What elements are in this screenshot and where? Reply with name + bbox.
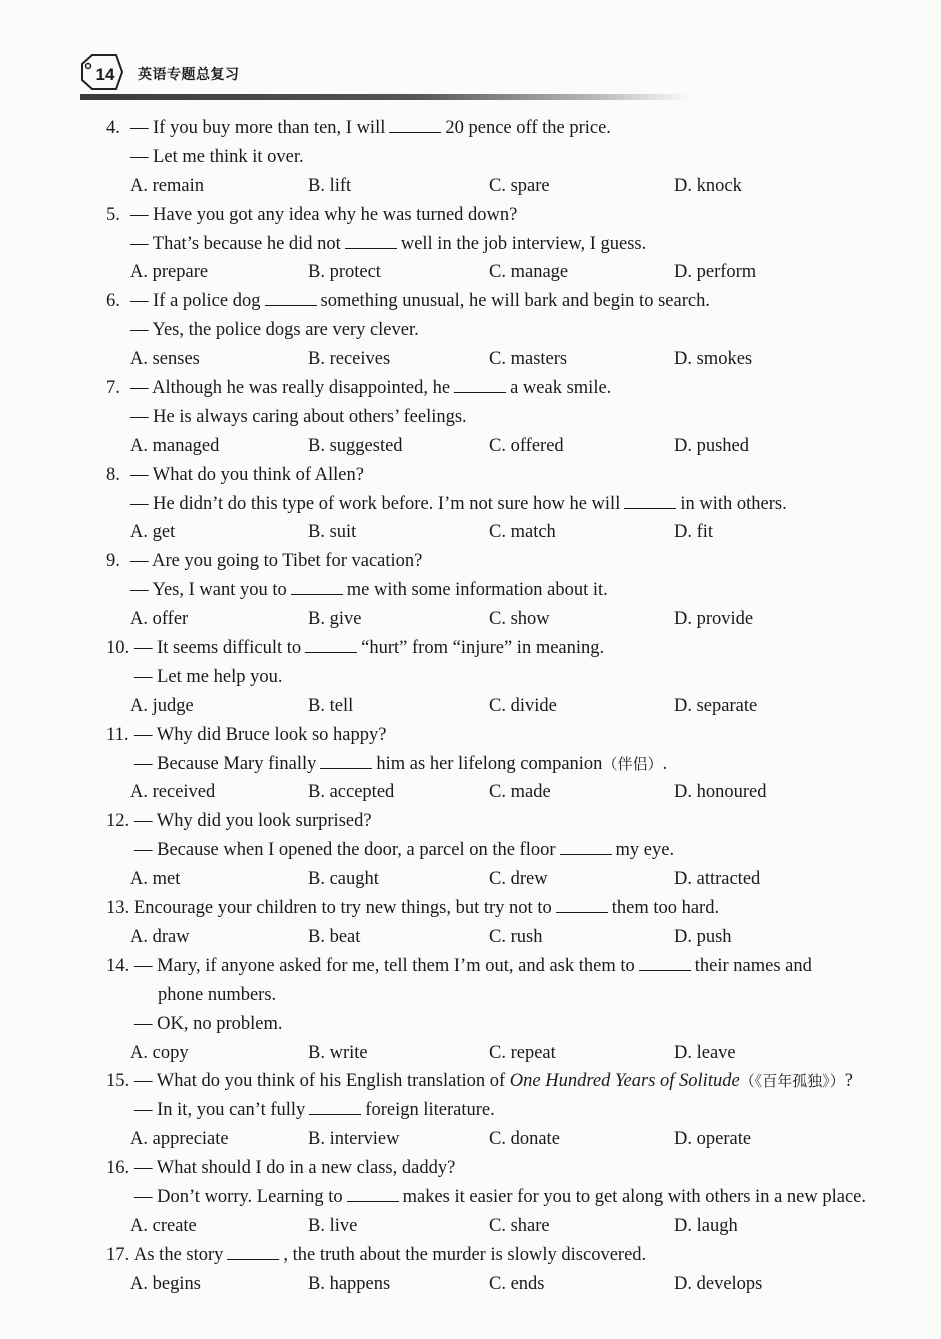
answer-blank	[320, 752, 372, 769]
question-number: 4.	[106, 118, 120, 138]
text-segment: my eye.	[615, 840, 675, 861]
question-number: 14.	[106, 955, 130, 976]
option-d: D. push	[674, 926, 732, 947]
option-d: D. develops	[674, 1273, 763, 1294]
option-a: A. offer	[130, 609, 189, 630]
option-a: A. managed	[130, 435, 220, 456]
option-a: A. received	[130, 782, 216, 803]
option-d: D. fit	[674, 522, 714, 543]
question-item	[106, 721, 846, 808]
question-number: 15.	[106, 1071, 130, 1092]
question-text	[130, 576, 608, 605]
option-b: B. protect	[308, 262, 381, 283]
text-segment: foreign literature.	[365, 1100, 495, 1121]
text-segment: — It seems difficult to	[134, 638, 302, 659]
text-segment: phone numbers.	[158, 984, 277, 1005]
header-rule	[80, 94, 690, 100]
question-item	[106, 374, 846, 461]
question-text	[130, 316, 419, 345]
option-b: B. beat	[308, 926, 361, 947]
question-text	[134, 1154, 455, 1183]
book-title-italic: One Hundred Years of Solitude	[509, 1071, 740, 1092]
options-row	[106, 1039, 846, 1068]
question-line	[106, 1010, 846, 1039]
answer-blank	[624, 492, 676, 509]
options-row	[106, 605, 846, 634]
option-c: C. donate	[489, 1129, 560, 1150]
answer-blank	[560, 838, 612, 855]
text-segment: , the truth about the murder is slowly discovered.	[283, 1244, 647, 1265]
option-a: A. met	[130, 869, 181, 890]
option-c: C. ends	[489, 1273, 545, 1294]
question-text	[134, 634, 604, 663]
question-item	[106, 634, 846, 721]
option-c: C. show	[489, 609, 550, 630]
option-c: C. rush	[489, 926, 543, 947]
options-row	[106, 172, 846, 201]
option-d: D. laugh	[674, 1215, 738, 1236]
option-a: A. prepare	[130, 262, 209, 283]
text-segment: — If you buy more than ten, I will	[130, 118, 386, 138]
question-text	[134, 952, 812, 981]
option-a: A. appreciate	[130, 1129, 229, 1150]
text-segment: — Why did Bruce look so happy?	[134, 724, 387, 745]
question-line	[106, 547, 846, 576]
option-a: A. senses	[130, 349, 200, 370]
option-b: B. write	[308, 1042, 368, 1063]
options-row	[106, 1212, 846, 1241]
option-b: B. give	[308, 609, 362, 630]
question-line	[106, 807, 846, 836]
question-line	[106, 1096, 846, 1125]
book-title: 英语专题总复习	[138, 67, 240, 83]
question-number: 6.	[106, 291, 120, 312]
question-number: 9.	[106, 551, 120, 572]
text-segment: him as her lifelong companion	[376, 753, 603, 774]
option-d: D. pushed	[674, 435, 750, 456]
answer-blank	[454, 376, 506, 393]
text-segment: — Let me think it over.	[130, 146, 304, 167]
option-a: A. create	[130, 1215, 197, 1236]
question-text	[134, 836, 674, 865]
question-text	[130, 201, 517, 230]
question-text	[130, 461, 364, 490]
option-c: C. match	[489, 522, 556, 543]
question-line	[106, 1183, 866, 1212]
option-b: B. suit	[308, 522, 357, 543]
text-segment: a weak smile.	[510, 378, 612, 399]
question-line	[106, 143, 846, 172]
question-item	[106, 287, 846, 374]
question-number: 8.	[106, 464, 120, 485]
option-b: B. tell	[308, 695, 354, 716]
question-number: 12.	[106, 811, 130, 832]
option-c: C. spare	[489, 175, 550, 196]
answer-blank	[309, 1098, 361, 1115]
chinese-gloss: （《百年孤独》）	[739, 1072, 845, 1091]
question-line	[106, 461, 846, 490]
option-c: C. divide	[489, 695, 557, 716]
option-a: A. begins	[130, 1273, 201, 1294]
text-segment: — He is always caring about others’ feelings.	[130, 406, 467, 427]
question-line	[106, 490, 846, 519]
option-d: D. operate	[674, 1129, 752, 1150]
question-line	[106, 374, 846, 403]
question-text	[130, 547, 422, 576]
question-item	[106, 952, 846, 1068]
question-text	[130, 403, 467, 432]
text-segment: in with others.	[680, 493, 787, 514]
answer-blank	[389, 116, 441, 133]
option-c: C. share	[489, 1215, 550, 1236]
question-line	[106, 1067, 853, 1096]
text-segment: — Because when I opened the door, a parcel on the floor	[134, 840, 556, 861]
question-line	[106, 952, 846, 981]
options-row	[106, 923, 846, 952]
text-segment: their names and	[694, 955, 812, 976]
question-line	[106, 576, 846, 605]
question-line	[106, 230, 846, 259]
question-line	[106, 114, 846, 143]
question-number: 10.	[106, 638, 130, 659]
question-text	[130, 374, 611, 403]
question-line	[106, 634, 846, 663]
question-line	[106, 316, 846, 345]
text-segment: makes it easier for you to get along with others in a new place.	[402, 1186, 866, 1207]
question-item	[106, 1067, 853, 1154]
text-segment: .	[662, 753, 668, 774]
option-b: B. suggested	[308, 435, 403, 456]
text-segment: — What should I do in a new class, daddy?	[134, 1158, 456, 1179]
options-row	[106, 865, 846, 894]
option-a: A. judge	[130, 695, 194, 716]
question-number: 5.	[106, 204, 120, 225]
answer-blank	[347, 1185, 399, 1202]
options-row	[106, 518, 846, 547]
text-segment: — Are you going to Tibet for vacation?	[130, 551, 423, 572]
chinese-gloss: （伴侣）	[602, 754, 663, 773]
answer-blank	[227, 1243, 279, 1260]
option-b: B. happens	[308, 1273, 391, 1294]
option-c: C. repeat	[489, 1042, 556, 1063]
question-text	[134, 1096, 495, 1125]
option-a: A. remain	[130, 175, 204, 196]
question-line	[106, 836, 846, 865]
option-b: B. accepted	[308, 782, 395, 803]
option-d: D. knock	[674, 175, 742, 196]
question-number: 13.	[106, 898, 130, 919]
question-text	[130, 114, 611, 143]
question-line	[106, 201, 846, 230]
text-segment: — What do you think of his English translation of	[134, 1071, 506, 1092]
text-segment: — That’s because he did not	[130, 233, 341, 254]
text-segment: — What do you think of Allen?	[130, 464, 364, 485]
text-segment: — Yes, I want you to	[130, 580, 287, 601]
question-item	[106, 114, 846, 201]
option-b: B. live	[308, 1215, 358, 1236]
question-item	[106, 547, 846, 634]
text-segment: — He didn’t do this type of work before. I’m not sure how he will	[130, 493, 621, 514]
option-b: B. caught	[308, 869, 379, 890]
text-segment: — In it, you can’t fully	[134, 1100, 306, 1121]
question-text	[134, 1241, 646, 1270]
options-row	[106, 432, 846, 461]
answer-blank	[305, 636, 357, 653]
text-segment: 20 pence off the price.	[445, 118, 611, 138]
option-d: D. provide	[674, 609, 754, 630]
question-text	[130, 490, 787, 519]
option-b: B. receives	[308, 349, 391, 370]
page-number-badge	[78, 52, 124, 92]
text-segment: — Because Mary finally	[134, 753, 317, 774]
question-text	[134, 1183, 866, 1212]
question-text	[134, 1010, 283, 1039]
option-d: D. leave	[674, 1042, 736, 1063]
question-item	[106, 894, 846, 952]
question-line	[106, 981, 846, 1010]
question-line	[106, 894, 846, 923]
text-segment: As the story	[134, 1244, 224, 1265]
option-d: D. attracted	[674, 869, 761, 890]
answer-blank	[345, 232, 397, 249]
page-number: 14	[95, 65, 115, 84]
text-segment: — Let me help you.	[134, 666, 283, 687]
option-c: C. drew	[489, 869, 548, 890]
text-segment: Encourage your children to try new things, but try not to	[134, 898, 552, 919]
option-a: A. draw	[130, 926, 190, 947]
question-line	[106, 663, 846, 692]
answer-blank	[639, 954, 691, 971]
question-line	[106, 403, 846, 432]
text-segment: “hurt” from “injure” in meaning.	[361, 638, 605, 659]
question-item	[106, 807, 846, 894]
option-d: D. smokes	[674, 349, 753, 370]
question-list	[106, 114, 866, 1299]
text-segment: well in the job interview, I guess.	[400, 233, 647, 254]
text-segment: them too hard.	[611, 898, 720, 919]
question-line	[106, 750, 846, 779]
question-text	[134, 807, 372, 836]
options-row	[106, 1125, 846, 1154]
text-segment: me with some information about it.	[346, 580, 608, 601]
text-segment: — Although he was really disappointed, he	[130, 378, 451, 399]
question-line	[106, 1241, 846, 1270]
text-segment: — If a police dog	[130, 291, 261, 312]
question-item	[106, 1241, 846, 1299]
question-text	[158, 981, 276, 1010]
question-text	[134, 1067, 853, 1096]
option-d: D. perform	[674, 262, 757, 283]
text-segment: something unusual, he will bark and begin to search.	[320, 291, 710, 312]
question-text	[134, 721, 386, 750]
question-line	[106, 721, 846, 750]
options-row	[106, 1270, 846, 1299]
text-segment: — Why did you look surprised?	[134, 811, 372, 832]
question-number: 7.	[106, 378, 120, 399]
option-c: C. masters	[489, 349, 568, 370]
option-c: C. manage	[489, 262, 569, 283]
text-segment: ?	[844, 1071, 853, 1092]
answer-blank	[265, 289, 317, 306]
option-d: D. honoured	[674, 782, 767, 803]
text-segment: — Have you got any idea why he was turned down?	[130, 204, 518, 225]
question-number: 11.	[106, 724, 129, 745]
text-segment: — OK, no problem.	[134, 1013, 283, 1034]
option-a: A. get	[130, 522, 176, 543]
options-row	[106, 258, 846, 287]
option-a: A. copy	[130, 1042, 189, 1063]
answer-blank	[291, 578, 343, 595]
question-number: 17.	[106, 1244, 130, 1265]
question-text	[134, 894, 719, 923]
question-item	[106, 461, 846, 548]
question-text	[134, 663, 282, 692]
question-number: 16.	[106, 1158, 130, 1179]
question-item	[106, 201, 846, 288]
question-text	[130, 143, 304, 172]
question-text	[130, 230, 646, 259]
text-segment: — Yes, the police dogs are very clever.	[130, 320, 419, 341]
question-line	[106, 287, 846, 316]
page-header	[78, 44, 698, 104]
question-text	[134, 750, 667, 779]
answer-blank	[556, 896, 608, 913]
option-b: B. lift	[308, 175, 352, 196]
options-row	[106, 778, 846, 807]
text-segment: — Mary, if anyone asked for me, tell them I’m out, and ask them to	[134, 955, 635, 976]
option-c: C. offered	[489, 435, 564, 456]
options-row	[106, 345, 846, 374]
question-line	[106, 1154, 846, 1183]
question-item	[106, 1154, 866, 1241]
text-segment: — Don’t worry. Learning to	[134, 1186, 343, 1207]
options-row	[106, 692, 846, 721]
option-b: B. interview	[308, 1129, 400, 1150]
question-text	[130, 287, 710, 316]
option-d: D. separate	[674, 695, 758, 716]
option-c: C. made	[489, 782, 551, 803]
